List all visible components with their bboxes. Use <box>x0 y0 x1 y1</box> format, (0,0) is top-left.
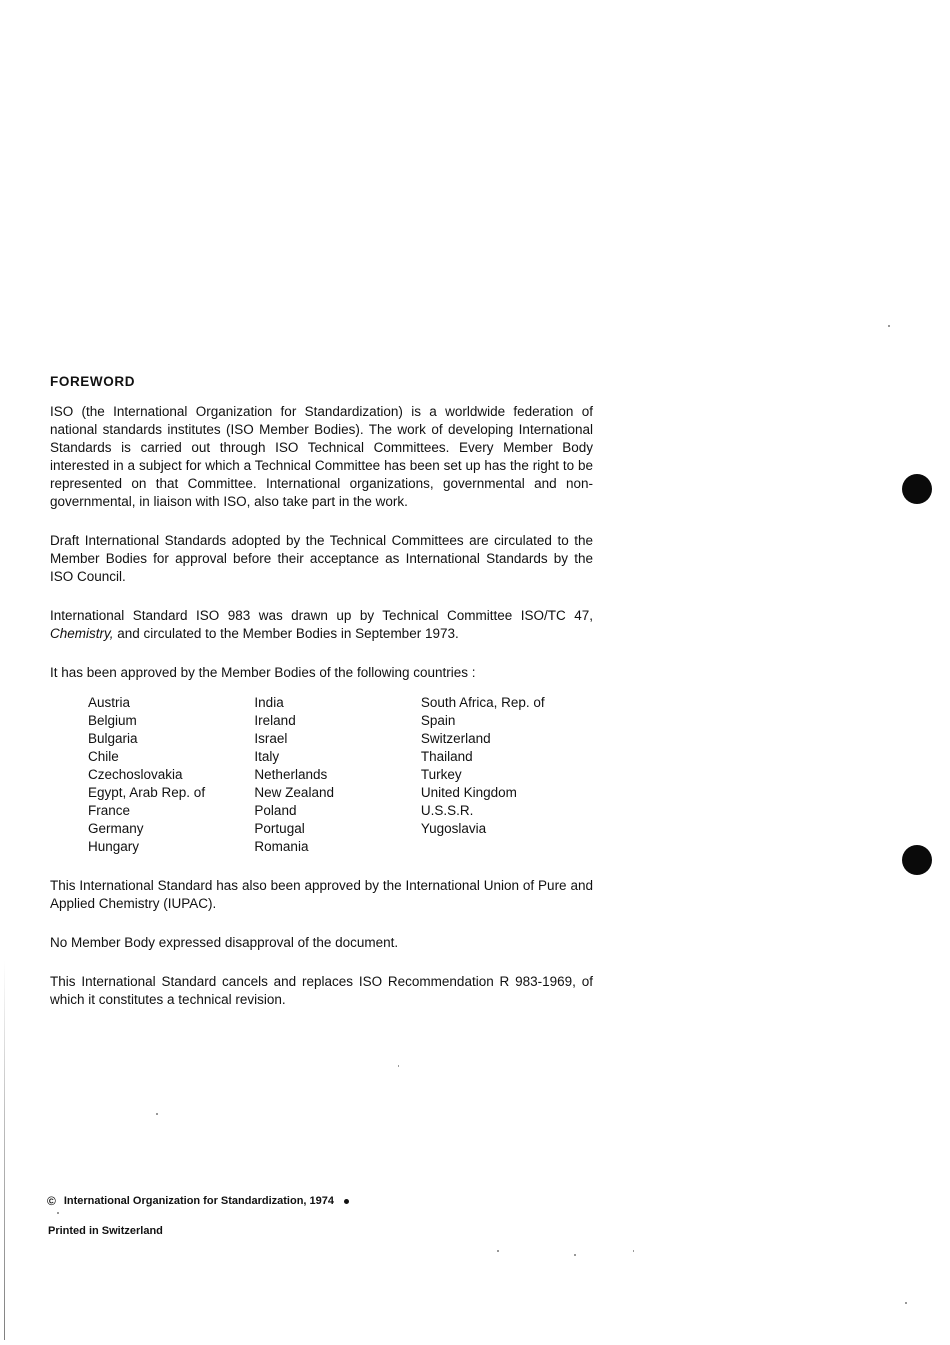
country-item: Chile <box>88 749 119 764</box>
country-item: Austria <box>88 695 131 710</box>
countries-column-3 <box>421 694 593 856</box>
scan-speck <box>888 325 890 327</box>
country-item: Portugal <box>254 821 305 836</box>
bullet-dot-icon <box>344 1199 349 1204</box>
punch-hole-top <box>902 474 932 504</box>
paragraph-draft-standards: Draft International Standards adopted by the Technical Committees are circulated to the Member Bodies for approval before their acceptance as International Standards by the ISO Council. <box>50 533 593 584</box>
country-item: Poland <box>254 803 297 818</box>
paragraph-no-disapproval: No Member Body expressed disapproval of the document. <box>50 935 399 950</box>
paragraph-approved-by: It has been approved by the Member Bodies of the following countries : <box>50 665 476 680</box>
paragraph-iso-983-prefix: International Standard ISO 983 was drawn up by Technical Committee ISO/TC 47, <box>50 608 593 623</box>
punch-hole-bottom <box>902 845 932 875</box>
country-item: France <box>88 803 131 818</box>
country-item: Italy <box>254 749 280 764</box>
country-item: Ireland <box>254 713 296 728</box>
country-item: Bulgaria <box>88 731 138 746</box>
paragraph-cancels-replaces: This International Standard cancels and replaces ISO Recommendation R 983-1969, of which it constitutes a technical revision. <box>50 974 593 1007</box>
scan-speck <box>57 1212 59 1214</box>
country-item: Hungary <box>88 839 140 854</box>
scan-edge-line <box>4 960 5 1340</box>
copyright-text: International Organization for Standardization, 1974 <box>63 1195 334 1207</box>
countries-list <box>88 694 593 856</box>
country-item: South Africa, Rep. of <box>420 695 545 710</box>
foreword-heading: FOREWORD <box>50 374 136 389</box>
paragraph-iso-intro: ISO (the International Organization for Standardization) is a worldwide federation of national standards institutes (ISO Member Bodies). The work of developing International Standards is carried out through ISO Technical Committees. Every Member Body interested in a subject for which a Technical Committee has been set up has the right to be represented on that Committee. International organizations, governmental and non-governmental, in liaison with ISO, also take part in the work. <box>50 404 593 509</box>
country-item: Germany <box>88 821 144 836</box>
paragraph-iupac: This International Standard has also been approved by the International Union of Pure and Applied Chemistry (IUPAC). <box>50 878 593 911</box>
scan-speck <box>633 1250 634 1252</box>
scan-speck <box>905 1302 907 1304</box>
country-item: Netherlands <box>254 767 328 782</box>
country-item: Romania <box>254 839 309 854</box>
country-item: Switzerland <box>420 731 491 746</box>
country-item: United Kingdom <box>420 785 517 800</box>
country-item: New Zealand <box>254 785 334 800</box>
country-item: Yugoslavia <box>420 821 487 836</box>
countries-column-1 <box>88 694 254 856</box>
country-item: India <box>254 695 284 710</box>
foreword-section <box>50 373 593 1030</box>
country-item: Spain <box>420 713 456 728</box>
copyright-line <box>47 1193 349 1209</box>
scan-speck <box>156 1113 158 1115</box>
country-item: U.S.S.R. <box>420 803 474 818</box>
printed-in: Printed in Switzerland <box>48 1225 163 1237</box>
country-item: Belgium <box>88 713 137 728</box>
committee-name: Chemistry, <box>50 626 114 641</box>
paragraph-iso-983-suffix: and circulated to the Member Bodies in September 1973. <box>117 626 459 641</box>
country-item: Israel <box>254 731 288 746</box>
paragraph-iso-983 <box>50 607 593 643</box>
country-item: Czechoslovakia <box>88 767 183 782</box>
scan-speck <box>398 1065 399 1067</box>
country-item: Thailand <box>420 749 473 764</box>
scan-speck <box>574 1254 576 1256</box>
scan-speck <box>497 1250 499 1252</box>
country-item: Turkey <box>420 767 462 782</box>
country-item: Egypt, Arab Rep. of <box>88 785 206 800</box>
copyright-icon: © <box>47 1194 56 1208</box>
countries-column-2 <box>254 694 420 856</box>
